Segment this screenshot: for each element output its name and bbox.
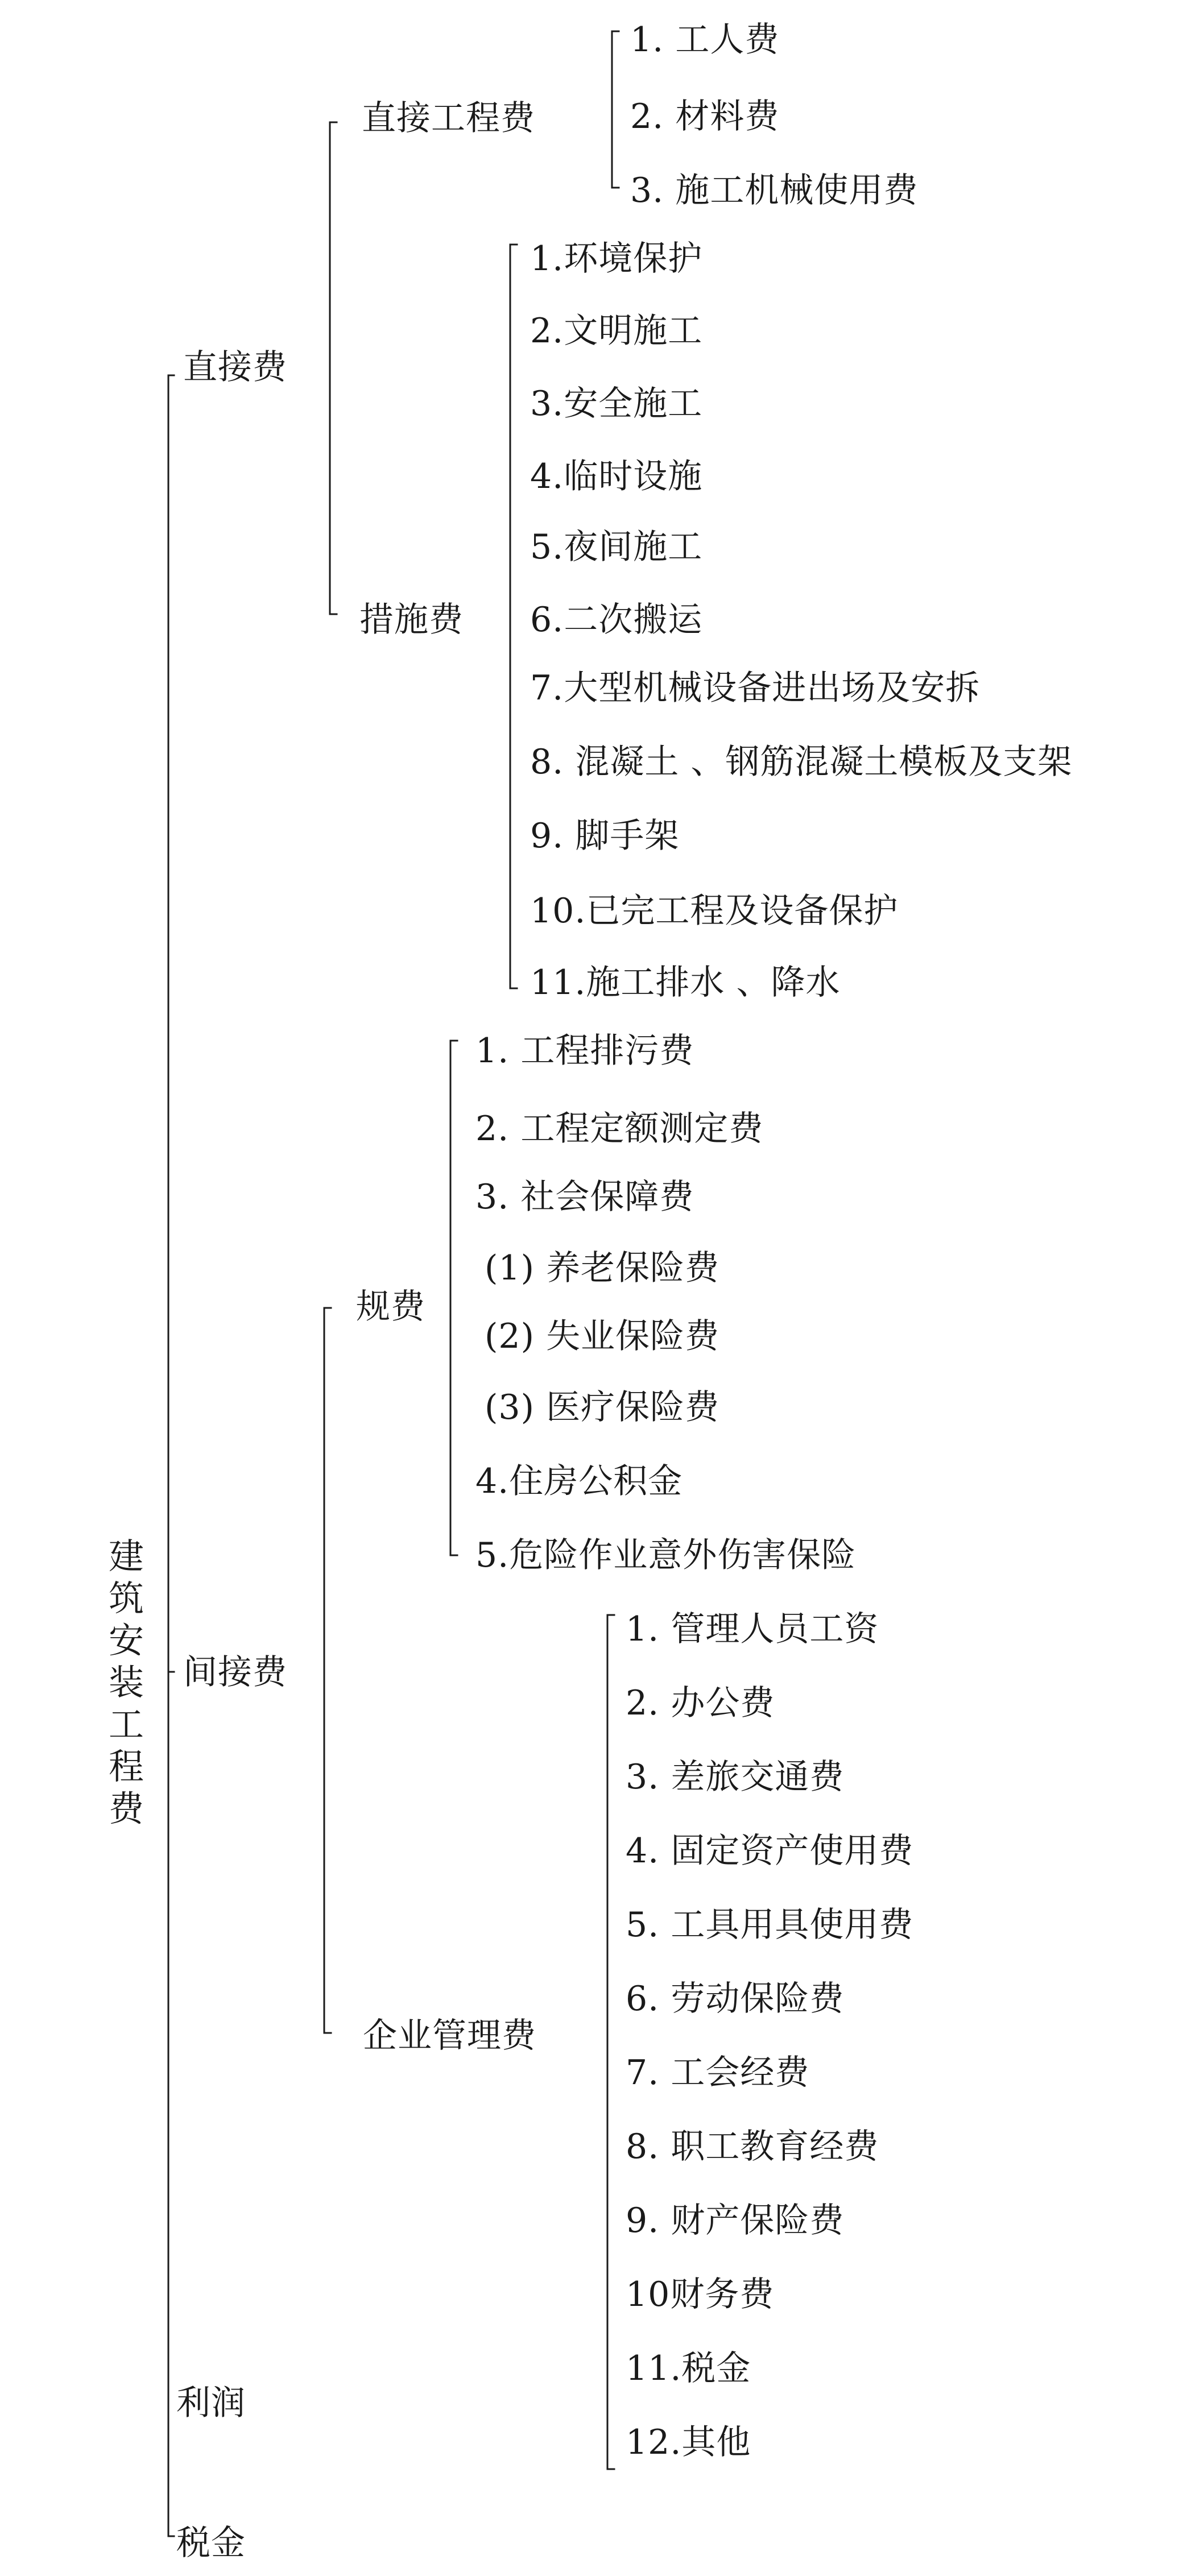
profit-label: 利润 [176,2383,246,2423]
list-item: 3. 社会保障费 [475,1177,694,1217]
list-item: 8. 混凝土 、钢筋混凝土模板及支架 [530,742,1073,782]
list-item: 3.安全施工 [530,384,703,424]
list-item: 10财务费 [626,2275,775,2314]
list-item: 7.大型机械设备进出场及安拆 [530,668,981,708]
direct-bracket [330,122,337,614]
list-item: 11.税金 [626,2349,751,2388]
root-label-construction-cost: 建筑安装工程费 [108,1535,144,1829]
list-item: 1. 工人费 [630,20,780,60]
list-item: 10.已完工程及设备保护 [530,891,899,931]
list-item: 1.环境保护 [530,239,703,279]
list-item: 12.其他 [626,2422,751,2462]
list-item: 2. 办公费 [626,1683,775,1723]
list-item: 5.危险作业意外伤害保险 [475,1535,857,1575]
list-item: 6. 劳动保险费 [626,1979,845,2019]
measures-label: 措施费 [359,600,464,640]
list-item: 6.二次搬运 [530,600,703,640]
indirect-bracket [324,1308,331,2033]
indirect-cost-label: 间接费 [183,1653,287,1692]
direct-engineering-label: 直接工程费 [362,98,535,138]
measures-bracket [510,245,517,988]
list-item: 4.临时设施 [530,457,703,496]
list-item: 1. 工程排污费 [475,1031,694,1071]
list-item: 4.住房公积金 [475,1461,683,1501]
list-item: 3. 施工机械使用费 [630,171,919,210]
list-item: (2) 失业保险费 [485,1316,720,1356]
list-item: 11.施工排水 、降水 [530,963,841,1003]
list-item: 5.夜间施工 [530,527,703,567]
list-item: 4. 固定资产使用费 [626,1831,914,1871]
direct-engineering-bracket [612,31,619,188]
list-item: 7. 工会经费 [626,2053,810,2093]
list-item: 9. 财产保险费 [626,2201,845,2240]
management-label: 企业管理费 [363,2016,536,2056]
list-item: 8. 职工教育经费 [626,2127,879,2167]
list-item: (1) 养老保险费 [485,1248,720,1288]
list-item: 9. 脚手架 [530,816,680,856]
list-item: 3. 差旅交通费 [626,1757,845,1797]
list-item: 2. 材料费 [630,97,780,136]
list-item: 5. 工具用具使用费 [626,1905,914,1945]
management-bracket [607,1615,614,2469]
list-item: (3) 医疗保险费 [485,1388,720,1427]
direct-cost-label: 直接费 [183,347,287,387]
list-item: 2. 工程定额测定费 [475,1109,764,1149]
fees-label: 规费 [356,1287,425,1327]
root-bracket [168,375,174,2536]
list-item: 1. 管理人员工资 [626,1609,879,1649]
list-item: 2.文明施工 [530,311,703,351]
fees-bracket [450,1041,457,1555]
tax-label: 税金 [176,2523,246,2563]
